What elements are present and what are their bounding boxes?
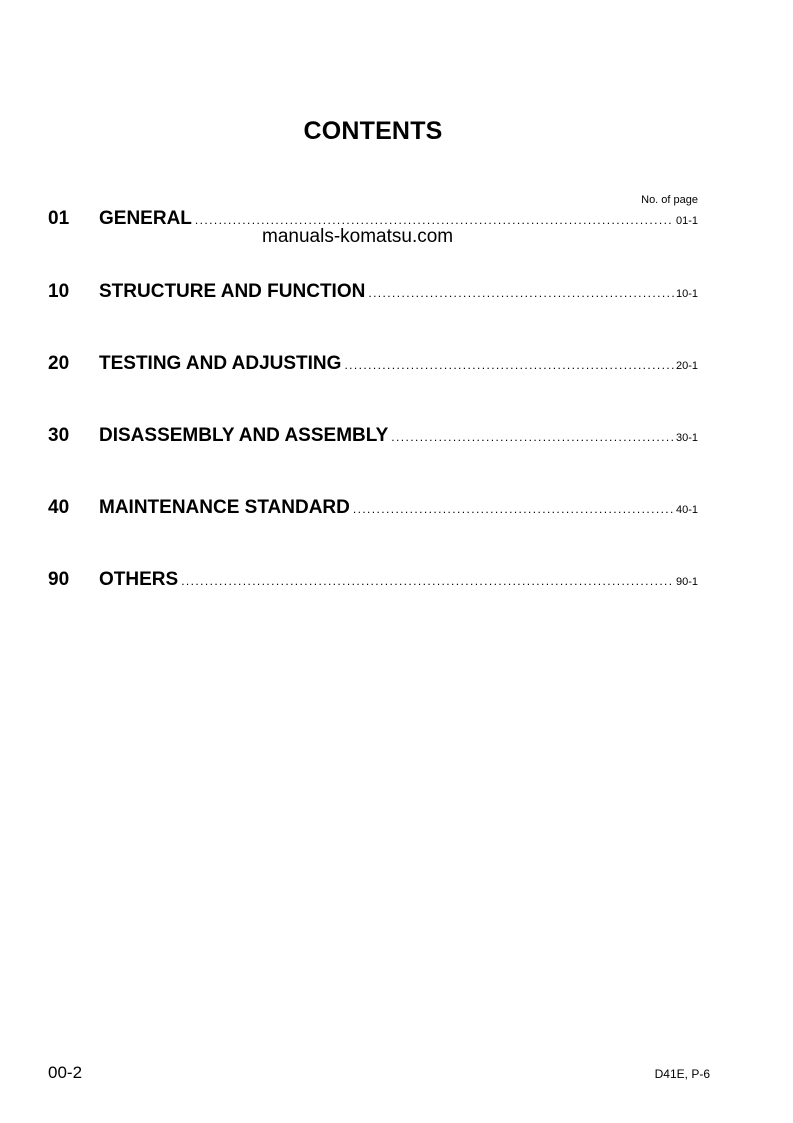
section-title: TESTING AND ADJUSTING	[99, 353, 342, 374]
section-number: 40	[48, 497, 70, 518]
page-reference: 30-1	[675, 432, 698, 444]
section-title: STRUCTURE AND FUNCTION	[99, 281, 366, 302]
section-number: 01	[48, 208, 70, 229]
page-reference: 01-1	[675, 215, 698, 227]
page-column-header: No. of page	[641, 194, 698, 206]
section-number: 20	[48, 353, 70, 374]
footer-page-number: 00-2	[48, 1063, 83, 1082]
toc-entry-maintenance-standard[interactable]	[48, 497, 698, 521]
toc-entry-disassembly-and-assembly[interactable]	[48, 425, 698, 449]
section-title: MAINTENANCE STANDARD	[99, 497, 350, 518]
page-title: CONTENTS	[303, 117, 443, 145]
dot-leader	[181, 574, 674, 588]
section-title: DISASSEMBLY AND ASSEMBLY	[99, 425, 389, 446]
toc-entry-testing-and-adjusting[interactable]	[48, 353, 698, 377]
dot-leader	[344, 358, 674, 372]
dot-leader	[391, 430, 674, 444]
page-reference: 20-1	[675, 360, 698, 372]
watermark: manuals-komatsu.com	[262, 226, 454, 247]
footer-model: D41E, P-6	[654, 1067, 710, 1081]
dot-leader	[353, 502, 674, 516]
toc-entry-structure-and-function[interactable]	[48, 281, 698, 305]
section-number: 30	[48, 425, 70, 446]
dot-leader	[368, 286, 674, 300]
section-number: 10	[48, 281, 70, 302]
section-title: GENERAL	[99, 208, 192, 229]
page-reference: 40-1	[675, 504, 698, 516]
dot-leader	[195, 213, 674, 227]
page-reference: 10-1	[675, 288, 698, 300]
page-reference: 90-1	[675, 576, 698, 588]
section-number: 90	[48, 569, 70, 590]
toc-entry-others[interactable]	[48, 569, 698, 593]
section-title: OTHERS	[99, 569, 179, 590]
